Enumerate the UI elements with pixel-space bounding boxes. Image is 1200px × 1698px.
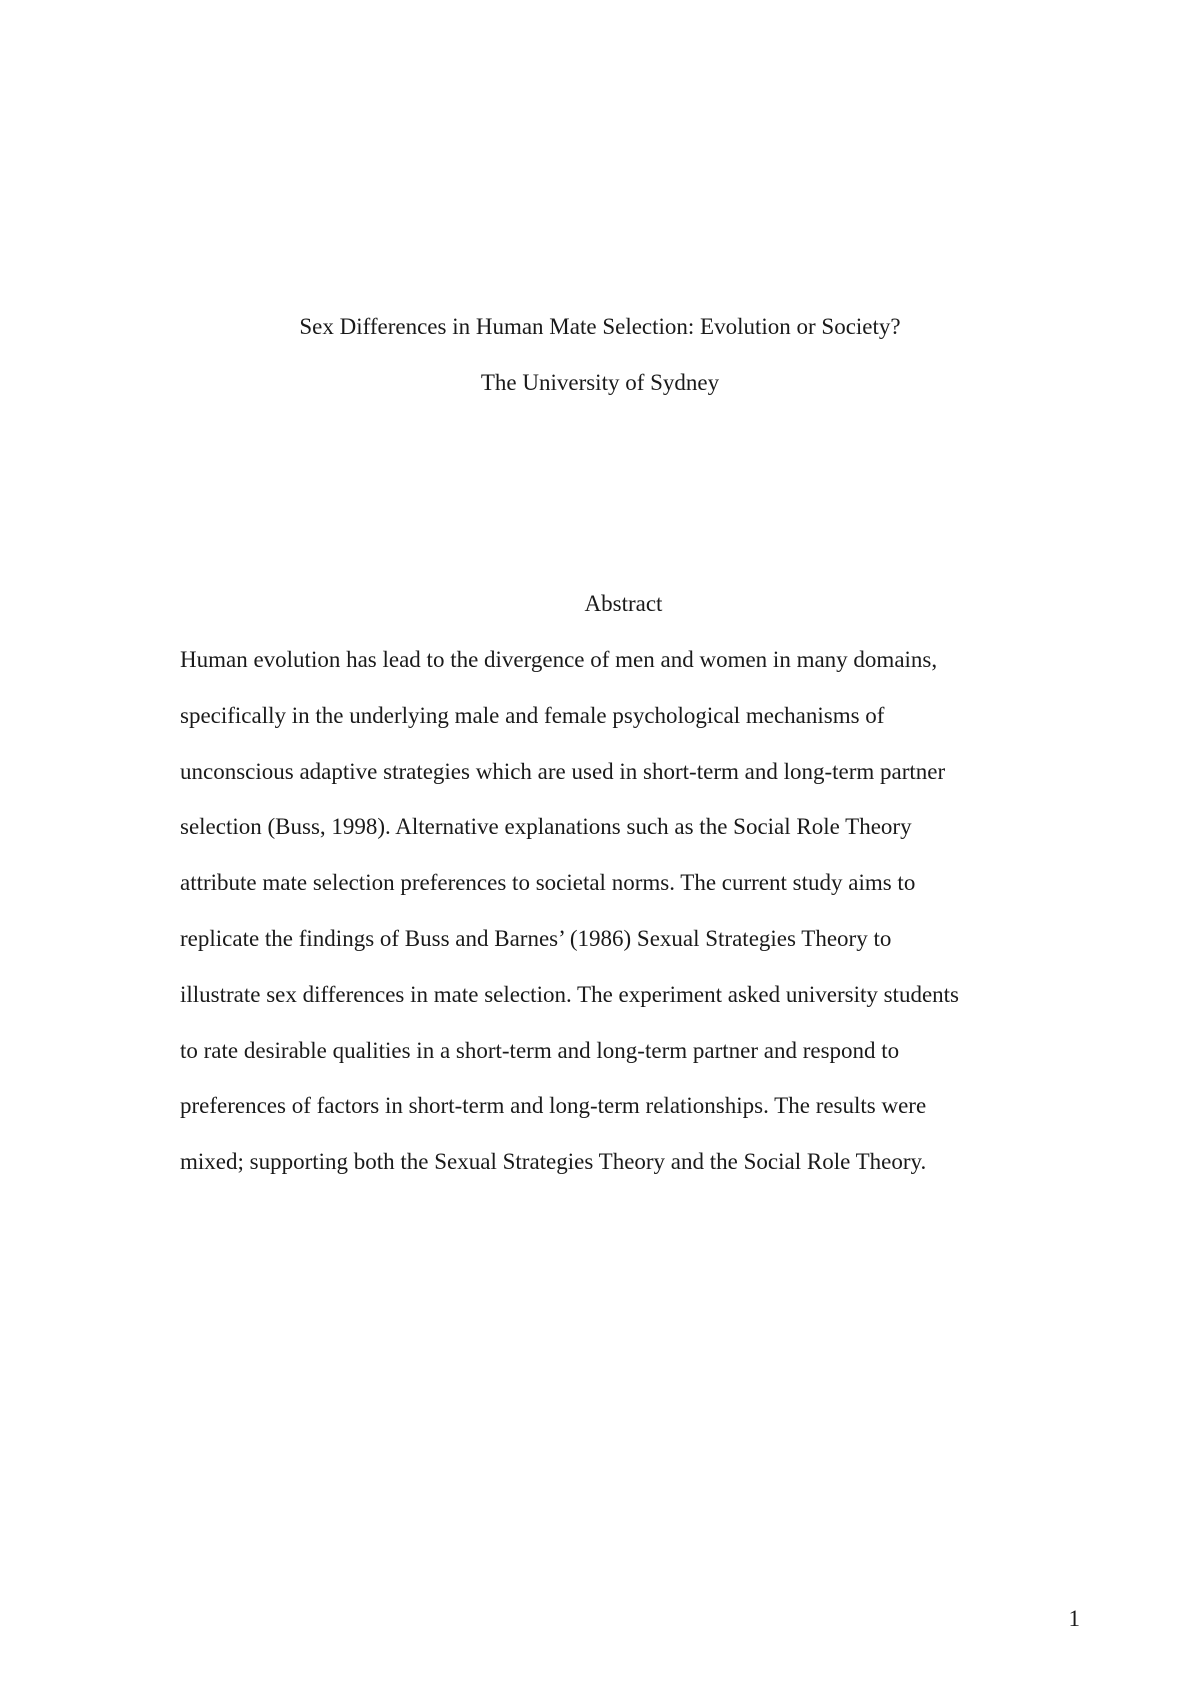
abstract-line: unconscious adaptive strategies which are used in short-term and long-term partner: [180, 758, 946, 784]
abstract-heading: Abstract: [584, 591, 663, 616]
abstract-line: mixed; supporting both the Sexual Strategies Theory and the Social Role Theory.: [180, 1149, 927, 1175]
paper-title: Sex Differences in Human Mate Selection: Evolution or Society?: [299, 314, 901, 339]
abstract-line: selection (Buss, 1998). Alternative explanations such as the Social Role Theory: [180, 814, 912, 840]
page-number: 1: [1068, 1606, 1080, 1631]
abstract-body: [180, 645, 1075, 1203]
abstract-line: to rate desirable qualities in a short-term and long-term partner and respond to: [180, 1037, 900, 1063]
abstract-line: Human evolution has lead to the divergence of men and women in many domains,: [180, 647, 938, 672]
abstract-line: illustrate sex differences in mate selection. The experiment asked university students: [180, 981, 960, 1007]
abstract-line: replicate the findings of Buss and Barnes’ (1986) Sexual Strategies Theory to: [180, 925, 892, 951]
author-affiliation: The University of Sydney: [480, 370, 720, 395]
abstract-line: specifically in the underlying male and female psychological mechanisms of: [180, 702, 885, 728]
abstract-line: attribute mate selection preferences to societal norms. The current study aims to: [180, 870, 916, 896]
abstract-line: preferences of factors in short-term and long-term relationships. The results were: [180, 1093, 927, 1119]
